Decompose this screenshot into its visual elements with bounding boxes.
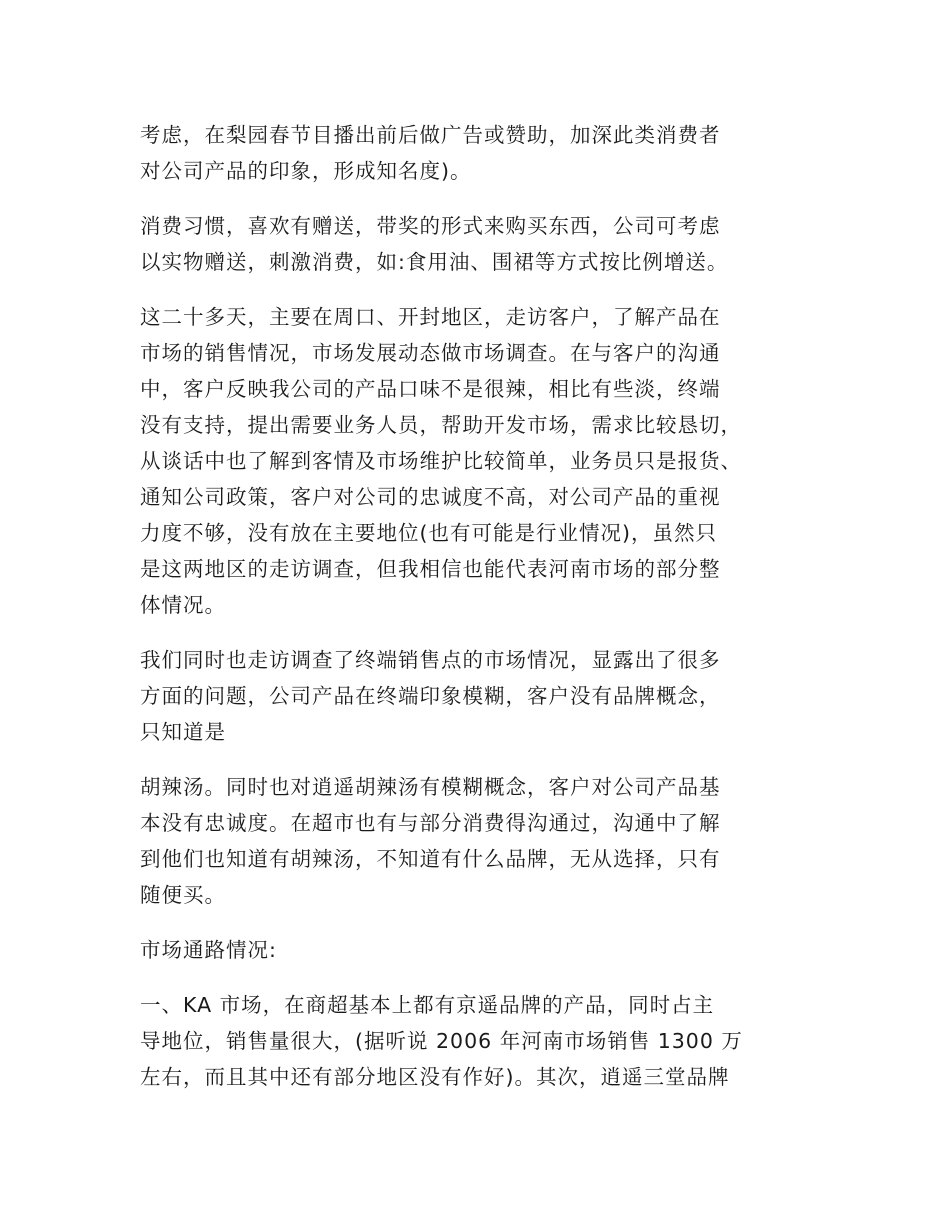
text-line: 我们同时也走访调查了终端销售点的市场情况，显露出了很多 xyxy=(140,648,721,672)
paragraph xyxy=(140,987,820,1095)
section-heading xyxy=(140,932,820,968)
text-line: 没有支持，提出需要业务人员，帮助开发市场，需求比较恳切， xyxy=(140,413,742,437)
text-line: 导地位，销售量很大，(据听说 2006 年河南市场销售 1300 万 xyxy=(140,1029,743,1053)
text-line: 市场的销售情况，市场发展动态做市场调查。在与客户的沟通 xyxy=(140,341,721,365)
paragraph xyxy=(140,208,820,280)
text-line: 随便买。 xyxy=(140,883,226,907)
document-body xyxy=(140,117,820,1114)
text-line: 这二十多天，主要在周口、开封地区，走访客户，了解产品在 xyxy=(140,305,721,329)
text-line: 以实物赠送，刺激消费，如:食用油、围裙等方式按比例增送。 xyxy=(140,250,729,274)
text-line: 通知公司政策，客户对公司的忠诚度不高，对公司产品的重视 xyxy=(140,485,721,509)
paragraph xyxy=(140,642,820,750)
text-line: 力度不够，没有放在主要地位(也有可能是行业情况)，虽然只 xyxy=(140,521,717,545)
paragraph xyxy=(140,117,820,189)
text-line: 左右，而且其中还有部分地区没有作好)。其次，逍遥三堂品牌 xyxy=(140,1065,730,1089)
text-line: 中，客户反映我公司的产品口味不是很辣，相比有些淡，终端 xyxy=(140,377,721,401)
text-line: 是这两地区的走访调查，但我相信也能代表河南市场的部分整 xyxy=(140,557,721,581)
paragraph xyxy=(140,769,820,913)
text-line: 到他们也知道有胡辣汤，不知道有什么品牌，无从选择，只有 xyxy=(140,847,721,871)
text-line: 考虑，在梨园春节目播出前后做广告或赞助，加深此类消费者 xyxy=(140,123,721,147)
text-line: 只知道是 xyxy=(140,720,226,744)
text-line: 市场通路情况: xyxy=(140,938,277,962)
paragraph xyxy=(140,299,820,623)
text-line: 一、KA 市场，在商超基本上都有京遥品牌的产品，同时占主 xyxy=(140,993,715,1017)
text-line: 消费习惯，喜欢有赠送，带奖的形式来购买东西，公司可考虑 xyxy=(140,214,721,238)
text-line: 从谈话中也了解到客情及市场维护比较简单，业务员只是报货、 xyxy=(140,449,742,473)
text-line: 体情况。 xyxy=(140,593,226,617)
text-line: 对公司产品的印象，形成知名度)。 xyxy=(140,159,472,183)
text-line: 胡辣汤。同时也对逍遥胡辣汤有模糊概念，客户对公司产品基 xyxy=(140,775,721,799)
text-line: 方面的问题，公司产品在终端印象模糊，客户没有品牌概念， xyxy=(140,684,721,708)
text-line: 本没有忠诚度。在超市也有与部分消费得沟通过，沟通中了解 xyxy=(140,811,721,835)
